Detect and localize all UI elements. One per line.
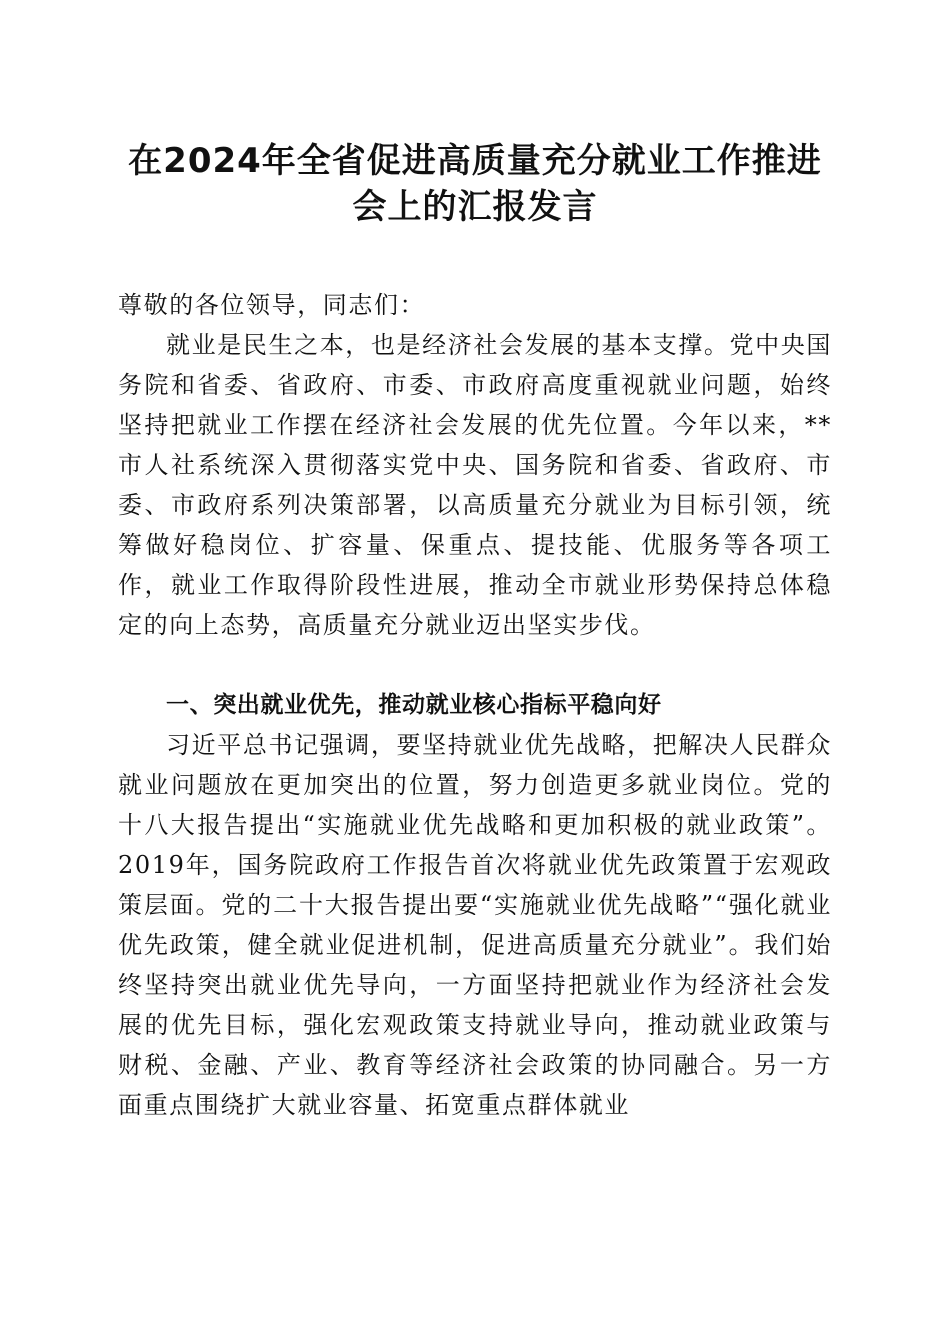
salutation: 尊敬的各位领导，同志们： — [118, 291, 426, 319]
title-line-2: 会上的汇报发言 — [352, 187, 598, 227]
title-line-1: 在2024年全省促进高质量充分就业工作推进 — [128, 141, 822, 181]
document-title — [60, 138, 890, 230]
paragraph-section-1: 习近平总书记强调，要坚持就业优先战略，把解决人民群众就业问题放在更加突出的位置，努力创造更多就业岗位。党的十八大报告提出“实施就业优先战略和更加积极的就业政策”。2019年，国务院政府工作报告首次将就业优先政策置于宏观政策层面。党的二十大报告提出要“实施就业优先战略”“强化就业优先政策，健全就业促进机制，促进高质量充分就业”。我们始终坚持突出就业优先导向，一方面坚持把就业作为经济社会发展的优先目标，强化宏观政策支持就业导向，推动就业政策与财税、金融、产业、教育等经济社会政策的协同融合。另一方面重点围绕扩大就业容量、拓宽重点群体就业 — [118, 731, 832, 1119]
section-heading-1: 一、突出就业优先，推动就业核心指标平稳向好 — [166, 692, 662, 718]
paragraph-intro: 就业是民生之本，也是经济社会发展的基本支撑。党中央国务院和省委、省政府、市委、市政府高度重视就业问题，始终坚持把就业工作摆在经济社会发展的优先位置。今年以来，**市人社系统深入贯彻落实党中央、国务院和省委、省政府、市委、市政府系列决策部署，以高质量充分就业为目标引领，统筹做好稳岗位、扩容量、保重点、提技能、优服务等各项工作，就业工作取得阶段性进展，推动全市就业形势保持总体稳定的向上态势，高质量充分就业迈出坚实步伐。 — [118, 331, 832, 639]
